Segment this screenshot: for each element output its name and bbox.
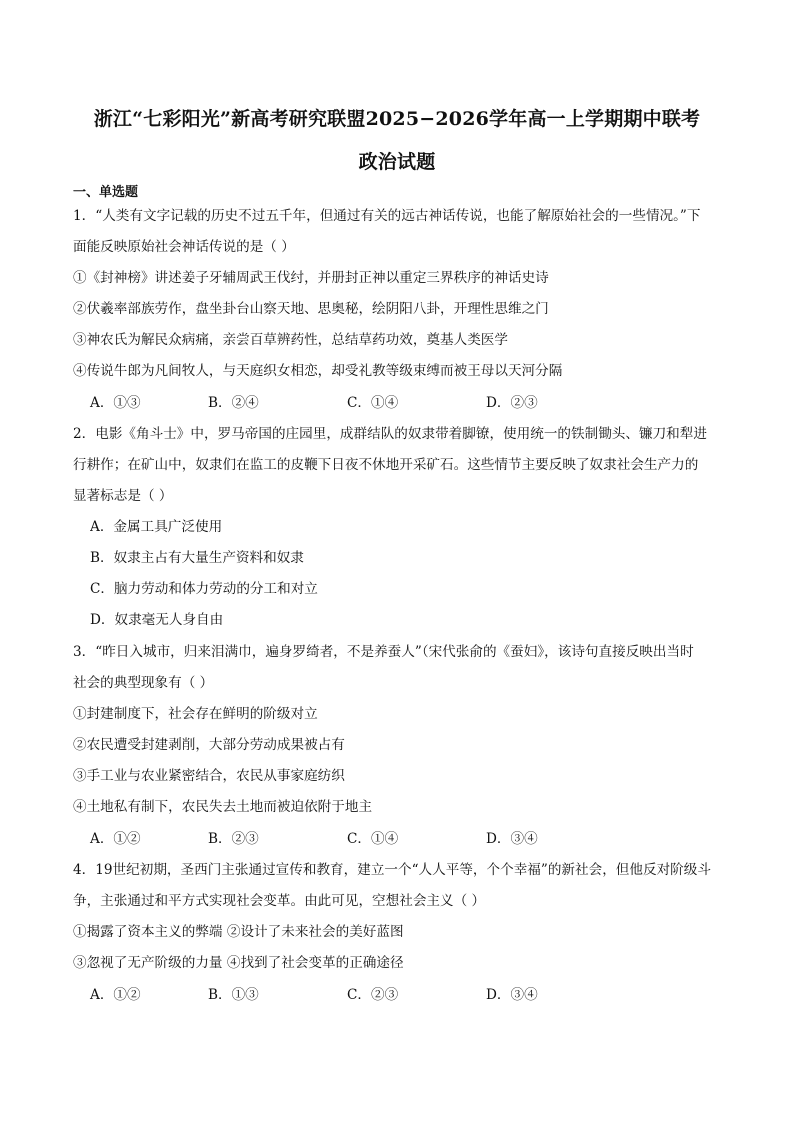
q1-statement: ③神农氏为解民众病痛，亲尝百草辨药性，总结草药功效，奠基人类医学 [73,332,508,348]
q3-stem-line: 社会的典型现象有（ ） [73,675,214,691]
exam-subject-title: 政治试题 [358,151,436,173]
q4-statement: ①揭露了资本主义的弊端 ②设计了未来社会的美好蓝图 [73,924,404,940]
q4-stem-line: 争，主张通过和平方式实现社会变革。由此可见，空想社会主义（ ） [73,893,486,909]
q4-stem-line: 4．19世纪初期，圣西门主张通过宣传和教育，建立一个“人人平等，个个幸福”的新社会，但他反对阶级斗 [73,862,711,878]
exam-title: 浙江“七彩阳光”新高考研究联盟2025−2026学年高一上学期期中联考 [93,108,701,130]
q3-option-d: D．③④ [486,831,538,847]
q1-option-d: D．②③ [486,395,538,411]
q2-option-d: D．奴隶毫无人身自由 [90,612,224,628]
q3-statement: ④土地私有制下，农民失去土地而被迫依附于地主 [73,799,373,815]
q3-statement: ②农民遭受封建剥削，大部分劳动成果被占有 [73,737,345,753]
q4-option-a: A．①② [90,987,141,1003]
q2-option-c: C．脑力劳动和体力劳动的分工和对立 [90,581,318,597]
q2-stem-line: 行耕作；在矿山中，奴隶们在监工的皮鞭下日夜不休地开采矿石。这些情节主要反映了奴隶社会生产力的 [73,457,699,473]
q1-option-b: B．②④ [208,395,259,411]
q4-option-b: B．①③ [208,987,259,1003]
q3-option-a: A．①② [90,831,141,847]
q1-statement: ②伏羲率部族劳作，盘坐卦台山察天地、思奥秘，绘阴阳八卦，开理性思维之门 [73,301,549,317]
q3-stem-line: 3．“昨日入城市，归来泪满巾，遍身罗绮者，不是养蚕人”（宋代张俞的《蚕妇》，该诗句直接反映出当时 [73,644,694,660]
q2-stem-line: 2．电影《角斗士》中，罗马帝国的庄园里，成群结队的奴隶带着脚镣，使用统一的铁制锄头、镰刀和犁进 [73,426,707,442]
q4-option-d: D．③④ [486,987,538,1003]
q4-statement: ③忽视了无产阶级的力量 ④找到了社会变革的正确途径 [73,955,404,971]
q2-stem-line: 显著标志是（ ） [73,488,173,504]
q1-statement: ①《封神榜》讲述姜子牙辅周武王伐纣，并册封正神以重定三界秩序的神话史诗 [73,270,549,286]
q4-option-c: C．②③ [347,987,399,1003]
q3-statement: ①封建制度下，社会存在鲜明的阶级对立 [73,706,318,722]
q2-option-b: B．奴隶主占有大量生产资料和奴隶 [90,550,304,566]
q1-statement: ④传说牛郎为凡间牧人，与天庭织女相恋，却受礼教等级束缚而被王母以天河分隔 [73,363,563,379]
q3-option-b: B．②③ [208,831,259,847]
q2-option-a: A．金属工具广泛使用 [90,519,223,535]
q1-option-c: C．①④ [347,395,399,411]
q3-statement: ③手工业与农业紧密结合，农民从事家庭纺织 [73,768,345,784]
q1-stem-line: 面能反映原始社会神话传说的是（ ） [73,239,295,255]
q3-option-c: C．①④ [347,831,399,847]
q1-stem-line: 1．“人类有文字记载的历史不过五千年，但通过有关的远古神话传说，也能了解原始社会的一些情况。”下 [73,208,701,224]
q1-option-a: A．①③ [90,395,141,411]
section-heading: 一、单选题 [73,185,139,200]
